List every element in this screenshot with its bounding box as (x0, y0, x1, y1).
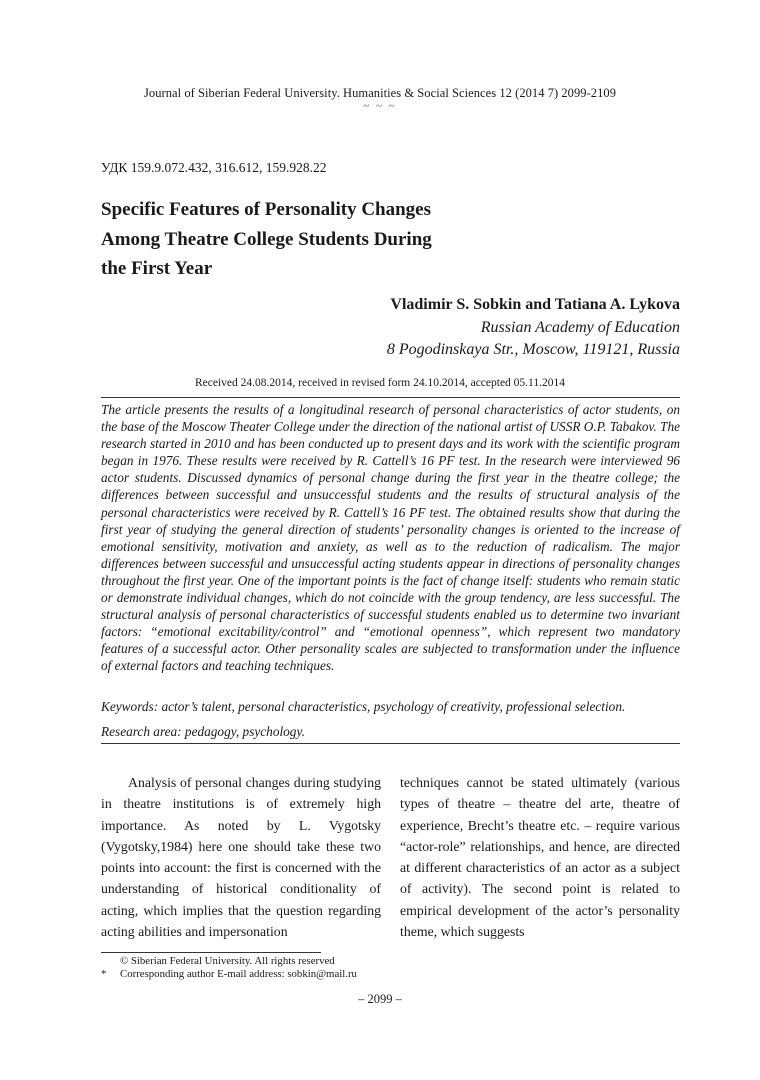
copyright-text: © Siberian Federal University. All rights reserved (120, 955, 335, 967)
received-dates: Received 24.08.2014, received in revised form 24.10.2014, accepted 05.11.2014 (194, 377, 566, 389)
research-area: Research area: pedagogy, psychology. (101, 724, 305, 739)
body-left-column: Analysis of personal changes during studying in theatre institutions is of extremely high importance. As noted by L. Vygotsky (Vygotsky,1984) here one should take these two points into account: the first is concerned with the understanding of historical conditionality of acting, which implies that the question regarding acting abilities and impersonation (101, 775, 381, 940)
journal-header: Journal of Siberian Federal University. Humanities & Social Sciences 12 (2014 7) 2099-2109 (144, 86, 616, 100)
author-block (387, 294, 680, 362)
footnote-copyright (101, 955, 335, 968)
udk-code: УДК 159.9.072.432, 316.612, 159.928.22 (101, 160, 327, 175)
author-names: Vladimir S. Sobkin and Tatiana A. Lykova (390, 296, 680, 313)
article-title: Specific Features of Personality Changes Among Theatre College Students During the First Year (101, 199, 432, 279)
keywords: Keywords: actor’s talent, personal characteristics, psychology of creativity, professional selection. (101, 699, 626, 714)
author-institution: Russian Academy of Education (480, 318, 680, 336)
page-number: – 2099 – (358, 992, 402, 1006)
footnote-rule (101, 952, 321, 953)
abstract-top-rule (101, 397, 680, 398)
footnote-star: * (101, 968, 107, 980)
abstract: The article presents the results of a longitudinal research of personal characteristics of actor students, on the base of the Moscow Theater College under the direction of the national artist of USSR O.P. Tabakov. The research started in 2010 and has been conducted up to present days and its work with the scientific program began in 1976. These results were received by R. Cattell’s 16 PF test. In the research were interviewed 96 actor students. Discussed dynamics of personal change during the first year in the theatre college; the differences between successful and unsuccessful students and the results of structural analysis of the personal characteristics were received by R. Cattell’s 16 PF test. The obtained results show that during the first year of studying the general direction of students’ personality changes is oriented to the increase of emotional sensitivity, motivation and anxiety, as well as to the reduction of radicalism. The major differences between successful and unsuccessful acting students appear in directions of personality changes throughout the first year. One of the important points is the fact of change itself: students who remain static or demonstrate individual changes, which do not coincide with the group tendency, are less successful. The structural analysis of personal characteristics of successful students enabled us to determine two invariant factors: “emotional excitability/control” and “emotional openness”, which represent two mandatory features of a successful actor. Other personality scales are subjected to transformation under the influence of external factors and teaching techniques. (101, 402, 680, 674)
footnote-corresponding (101, 968, 357, 981)
abstract-bottom-rule (101, 743, 680, 744)
header-ornament: ~ ~ ~ (363, 100, 397, 112)
corresponding-author: Corresponding author E-mail address: sobkin@mail.ru (120, 968, 357, 980)
body-right-column: techniques cannot be stated ultimately (various types of theatre – theatre del arte, theatre of experience, Brecht’s theatre etc. – require various “actor-role” relationships, and hence, are directed at different characteristics of an actor as a subject of activity). The second point is related to empirical development of the actor’s personality theme, which suggests (400, 775, 680, 940)
author-address: 8 Pogodinskaya Str., Moscow, 119121, Russia (386, 341, 680, 358)
